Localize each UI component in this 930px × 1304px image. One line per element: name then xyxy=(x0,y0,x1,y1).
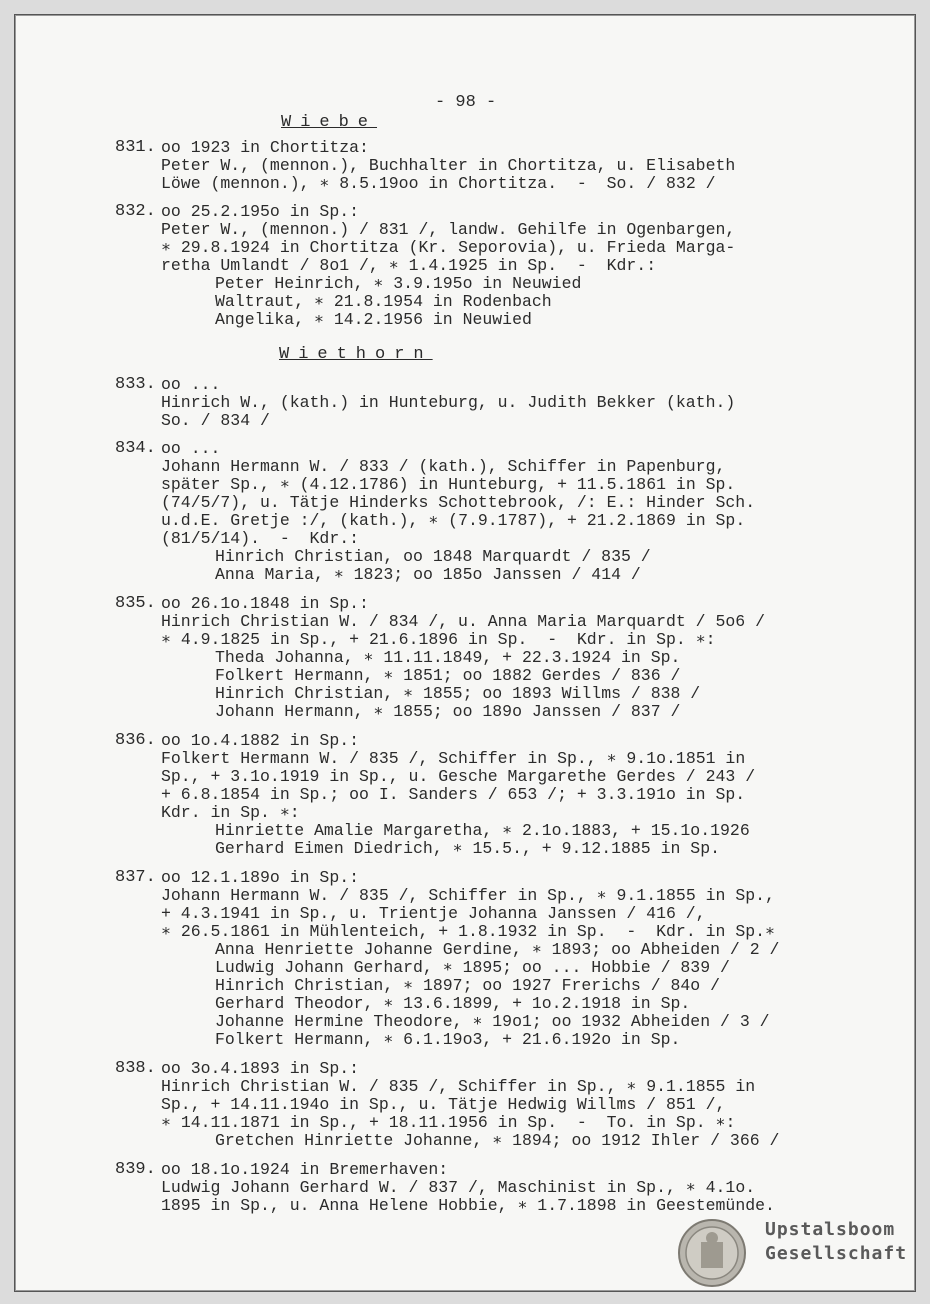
entry-line: oo 25.2.195o in Sp.: xyxy=(161,202,360,221)
child-line: Anna Henriette Johanne Gerdine, ∗ 1893; oo Abheiden / 2 / xyxy=(215,940,780,959)
entry-line: Kdr. in Sp. ∗: xyxy=(161,803,300,822)
entry-line: retha Umlandt / 8o1 /, ∗ 1.4.1925 in Sp. - Kdr.: xyxy=(161,256,657,275)
child-line: Hinrich Christian, oo 1848 Marquardt / 835 / xyxy=(215,547,651,566)
entry-line: oo 26.1o.1848 in Sp.: xyxy=(161,594,369,613)
entry-line: ∗ 26.5.1861 in Mühlenteich, + 1.8.1932 in Sp. - Kdr. in Sp.∗ xyxy=(161,922,775,941)
entry-line: So. / 834 / xyxy=(161,411,270,430)
entry-line: Hinrich Christian W. / 834 /, u. Anna Maria Marquardt / 5o6 / xyxy=(161,612,765,631)
entry-line: ∗ 4.9.1825 in Sp., + 21.6.1896 in Sp. - Kdr. in Sp. ∗: xyxy=(161,630,716,649)
child-line: Theda Johanna, ∗ 11.11.1849, + 22.3.1924 in Sp. xyxy=(215,648,681,667)
child-line: Johann Hermann, ∗ 1855; oo 189o Janssen / 837 / xyxy=(215,702,681,721)
entry-line: Hinrich W., (kath.) in Hunteburg, u. Judith Bekker (kath.) xyxy=(161,393,736,412)
entry-number-834: 834. xyxy=(115,439,156,458)
entry-line: ∗ 14.11.1871 in Sp., + 18.11.1956 in Sp. - To. in Sp. ∗: xyxy=(161,1113,736,1132)
child-line: Hinrich Christian, ∗ 1897; oo 1927 Frerichs / 84o / xyxy=(215,976,721,995)
document-page xyxy=(14,14,916,1292)
child-line: Folkert Hermann, ∗ 6.1.19o3, + 21.6.192o in Sp. xyxy=(215,1030,681,1049)
child-line: Gerhard Eimen Diedrich, ∗ 15.5., + 9.12.1885 in Sp. xyxy=(215,839,721,858)
watermark-line1: Upstalsboom xyxy=(765,1219,896,1240)
entry-number-833: 833. xyxy=(115,375,156,394)
entry-line: Löwe (mennon.), ∗ 8.5.19oo in Chortitza. - So. / 832 / xyxy=(161,174,716,193)
child-line: Waltraut, ∗ 21.8.1954 in Rodenbach xyxy=(215,292,552,311)
entry-line: 1895 in Sp., u. Anna Helene Hobbie, ∗ 1.7.1898 in Geestemünde. xyxy=(161,1196,775,1215)
child-line: Folkert Hermann, ∗ 1851; oo 1882 Gerdes / 836 / xyxy=(215,666,681,685)
entry-line: u.d.E. Gretje :/, (kath.), ∗ (7.9.1787), + 21.2.1869 in Sp. xyxy=(161,511,746,530)
entry-line: oo 18.1o.1924 in Bremerhaven: xyxy=(161,1160,449,1179)
entry-line: Sp., + 3.1o.1919 in Sp., u. Gesche Margarethe Gerdes / 243 / xyxy=(161,767,756,786)
entry-line: oo ... xyxy=(161,439,221,458)
child-line: Anna Maria, ∗ 1823; oo 185o Janssen / 414 / xyxy=(215,565,641,584)
entry-number-839: 839. xyxy=(115,1160,156,1179)
child-line: Ludwig Johann Gerhard, ∗ 1895; oo ... Hobbie / 839 / xyxy=(215,958,730,977)
entry-line: Hinrich Christian W. / 835 /, Schiffer in Sp., ∗ 9.1.1855 in xyxy=(161,1077,756,1096)
surname-heading-wiethorn: Wiethorn xyxy=(279,345,433,364)
entry-line: oo 3o.4.1893 in Sp.: xyxy=(161,1059,360,1078)
entry-number-831: 831. xyxy=(115,138,156,157)
entry-line: (81/5/14). - Kdr.: xyxy=(161,529,360,548)
entry-line: später Sp., ∗ (4.12.1786) in Hunteburg, + 11.5.1861 in Sp. xyxy=(161,475,736,494)
entry-line: Sp., + 14.11.194o in Sp., u. Tätje Hedwig Willms / 851 /, xyxy=(161,1095,726,1114)
surname-heading-wiebe: Wiebe xyxy=(281,113,378,132)
entry-line: Johann Hermann W. / 833 / (kath.), Schiffer in Papenburg, xyxy=(161,457,726,476)
entry-number-838: 838. xyxy=(115,1059,156,1078)
child-line: Angelika, ∗ 14.2.1956 in Neuwied xyxy=(215,310,532,329)
entry-number-832: 832. xyxy=(115,202,156,221)
seal-icon xyxy=(677,1218,747,1288)
child-line: Peter Heinrich, ∗ 3.9.195o in Neuwied xyxy=(215,274,582,293)
entry-line: + 4.3.1941 in Sp., u. Trientje Johanna Janssen / 416 /, xyxy=(161,904,706,923)
child-line: Hinriette Amalie Margaretha, ∗ 2.1o.1883, + 15.1o.1926 xyxy=(215,821,750,840)
entry-line: Peter W., (mennon.) / 831 /, landw. Gehilfe in Ogenbargen, xyxy=(161,220,736,239)
entry-line: ∗ 29.8.1924 in Chortitza (Kr. Seporovia), u. Frieda Marga- xyxy=(161,238,736,257)
child-line: Gretchen Hinriette Johanne, ∗ 1894; oo 1912 Ihler / 366 / xyxy=(215,1131,780,1150)
entry-line: Johann Hermann W. / 835 /, Schiffer in Sp., ∗ 9.1.1855 in Sp., xyxy=(161,886,775,905)
entry-number-836: 836. xyxy=(115,731,156,750)
entry-line: (74/5/7), u. Tätje Hinderks Schottebrook, /: E.: Hinder Sch. xyxy=(161,493,756,512)
entry-line: oo 1923 in Chortitza: xyxy=(161,138,369,157)
entry-line: oo 12.1.189o in Sp.: xyxy=(161,868,360,887)
watermark-line2: Gesellschaft xyxy=(765,1243,908,1264)
entry-line: Peter W., (mennon.), Buchhalter in Chortitza, u. Elisabeth xyxy=(161,156,736,175)
entry-line: oo ... xyxy=(161,375,221,394)
entry-line: oo 1o.4.1882 in Sp.: xyxy=(161,731,360,750)
child-line: Gerhard Theodor, ∗ 13.6.1899, + 1o.2.1918 in Sp. xyxy=(215,994,691,1013)
page-number: - 98 - xyxy=(435,93,497,112)
entry-line: Ludwig Johann Gerhard W. / 837 /, Maschinist in Sp., ∗ 4.1o. xyxy=(161,1178,756,1197)
child-line: Johanne Hermine Theodore, ∗ 19o1; oo 1932 Abheiden / 3 / xyxy=(215,1012,770,1031)
entry-line: + 6.8.1854 in Sp.; oo I. Sanders / 653 /; + 3.3.191o in Sp. xyxy=(161,785,746,804)
entry-line: Folkert Hermann W. / 835 /, Schiffer in Sp., ∗ 9.1o.1851 in xyxy=(161,749,746,768)
child-line: Hinrich Christian, ∗ 1855; oo 1893 Willms / 838 / xyxy=(215,684,701,703)
entry-number-835: 835. xyxy=(115,594,156,613)
entry-number-837: 837. xyxy=(115,868,156,887)
